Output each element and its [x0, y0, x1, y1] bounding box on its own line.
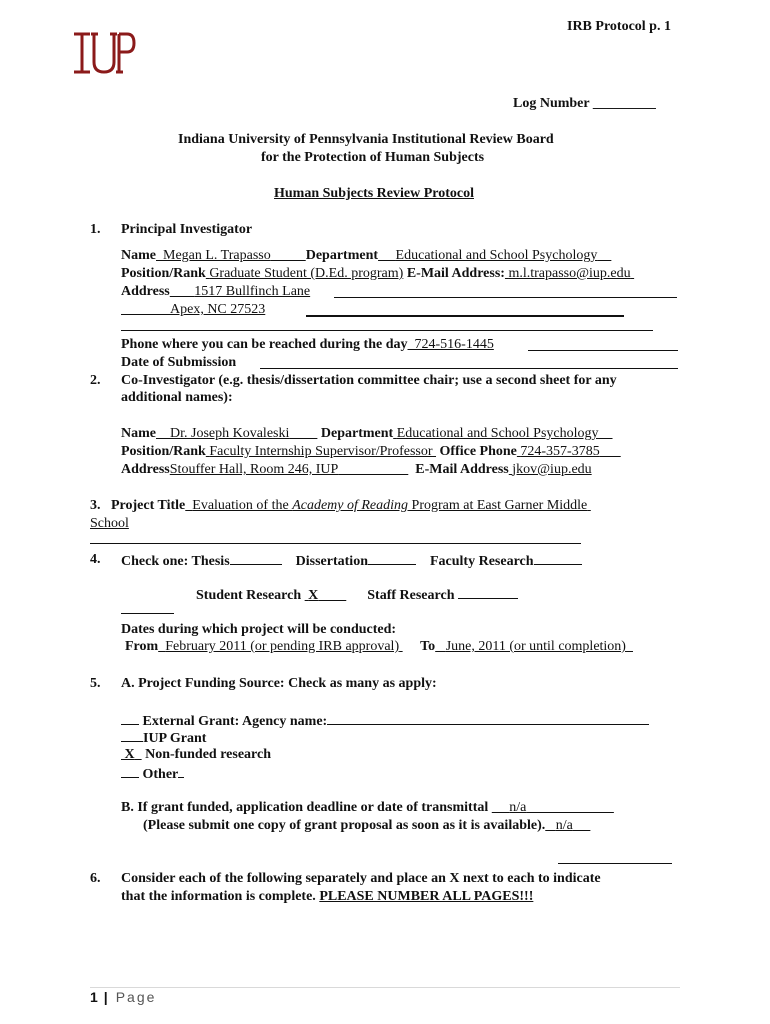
pi-email-field[interactable]: m.l.trapasso@iup.edu: [508, 266, 631, 281]
submission-date-field[interactable]: [260, 368, 404, 369]
grant-deadline-row: B. If grant funded, application deadline or date of transmittal n/a: [121, 799, 614, 816]
coi-name-field[interactable]: Dr. Joseph Kovaleski: [170, 426, 290, 441]
staff-research-checkbox[interactable]: [458, 585, 518, 599]
non-funded-checkbox[interactable]: X: [124, 747, 135, 762]
coi-email-field[interactable]: jkov@iup.edu: [512, 462, 592, 477]
page-footer: 1 | Page: [90, 989, 157, 1005]
dissertation-checkbox[interactable]: [368, 551, 416, 565]
blank-line: [121, 330, 653, 331]
coi-position-field[interactable]: Faculty Internship Supervisor/Professor: [209, 444, 433, 459]
project-title-field[interactable]: Evaluation of the Academy of Reading Program at East Garner Middle: [192, 498, 588, 513]
other-checkbox[interactable]: [121, 764, 139, 778]
submission-date-label: Date of Submission: [121, 355, 237, 370]
section-2-heading: Co-Investigator (e.g. thesis/dissertation committee chair; use a second sheet for any: [121, 373, 617, 388]
section-4-number: 4.: [90, 552, 101, 567]
section-1-heading: Principal Investigator: [121, 222, 253, 237]
title-line1: Indiana University of Pennsylvania Institutional Review Board: [178, 132, 554, 147]
study-type-row-2: Student Research X Staff Research: [196, 585, 518, 604]
address-line-rule: [334, 297, 677, 298]
section-2-number: 2.: [90, 373, 101, 388]
coi-name-row: Name Dr. Joseph Kovaleski Department Educational and School Psychology: [121, 425, 613, 442]
iup-logo: [72, 30, 136, 76]
pi-name-field[interactable]: Megan L. Trapasso: [163, 248, 271, 263]
dates-label: Dates during which project will be conducted:: [121, 622, 397, 637]
section-6-line1: Consider each of the following separately and place an X next to each to indicate: [121, 871, 601, 886]
grant-proposal-row: (Please submit one copy of grant proposal as soon as it is available). n/a: [143, 817, 590, 834]
grant-proposal-field[interactable]: n/a: [555, 818, 573, 833]
project-title-cont: School: [90, 516, 129, 531]
funding-heading: A. Project Funding Source: Check as many as apply:: [121, 676, 437, 691]
funding-external: External Grant: Agency name:: [121, 711, 649, 730]
section-1-number: 1.: [90, 222, 101, 237]
log-number: Log Number _________: [513, 96, 656, 111]
pi-address-field[interactable]: 1517 Bullfinch Lane: [194, 284, 311, 299]
section-2-heading-cont: additional names):: [121, 390, 233, 405]
study-type-row: Check one: Thesis Dissertation Faculty Research: [121, 551, 582, 570]
pi-phone-row: Phone where you can be reached during the day 724-516-1445: [121, 337, 494, 352]
to-date-field[interactable]: June, 2011 (or until completion): [445, 639, 626, 654]
faculty-research-checkbox[interactable]: [534, 551, 582, 565]
iup-grant-checkbox[interactable]: [121, 728, 143, 742]
pi-address-line2: Apex, NC 27523: [170, 302, 266, 317]
project-title-row: 3. Project Title Evaluation of the Academy of Reading Program at East Garner Middle: [90, 497, 591, 514]
pi-position-row: Position/Rank Graduate Student (D.Ed. program) E-Mail Address: m.l.trapasso@iup.edu: [121, 265, 634, 282]
pi-dept-field[interactable]: Educational and School Psychology: [395, 248, 598, 263]
student-research-checkbox[interactable]: X: [308, 588, 319, 603]
from-date-field[interactable]: February 2011 (or pending IRB approval): [165, 639, 400, 654]
grant-deadline-field[interactable]: n/a: [509, 800, 527, 815]
section-6-number: 6.: [90, 871, 101, 886]
pi-address-row: Address 1517 Bullfinch Lane: [121, 284, 311, 299]
pi-name-label: Name: [121, 248, 156, 263]
section-6-line2: that the information is complete. PLEASE NUMBER ALL PAGES!!!: [121, 889, 534, 904]
coi-phone-field[interactable]: 724-357-3785: [520, 444, 600, 459]
section-5-number: 5.: [90, 676, 101, 691]
funding-iup: IUP Grant: [121, 728, 206, 747]
coi-position-row: Position/Rank Faculty Internship Supervisor/Professor Office Phone 724-357-3785: [121, 443, 621, 460]
pi-name-row: [121, 247, 611, 264]
coi-dept-field[interactable]: Educational and School Psychology: [396, 426, 599, 441]
thesis-checkbox[interactable]: [230, 551, 282, 565]
agency-name-field[interactable]: [327, 711, 649, 725]
page-header: IRB Protocol p. 1: [567, 19, 671, 34]
dates-row: From February 2011 (or pending IRB approval) To June, 2011 (or until completion): [125, 638, 633, 655]
footer-rule: [90, 987, 680, 988]
pi-phone-field[interactable]: 724-516-1445: [414, 337, 494, 352]
funding-other: Other: [121, 764, 184, 783]
title-line2: for the Protection of Human Subjects: [261, 150, 485, 165]
pi-position-field[interactable]: Graduate Student (D.Ed. program): [209, 266, 404, 281]
coi-address-field[interactable]: Stouffer Hall, Room 246, IUP: [169, 462, 339, 477]
pi-dept-label: Department: [305, 248, 379, 263]
coi-address-row: AddressStouffer Hall, Room 246, IUP E-Mail Address jkov@iup.edu: [121, 462, 592, 477]
protocol-title: Human Subjects Review Protocol: [274, 186, 474, 201]
funding-nonfunded: X Non-funded research: [121, 746, 271, 763]
external-grant-checkbox[interactable]: [121, 711, 139, 725]
